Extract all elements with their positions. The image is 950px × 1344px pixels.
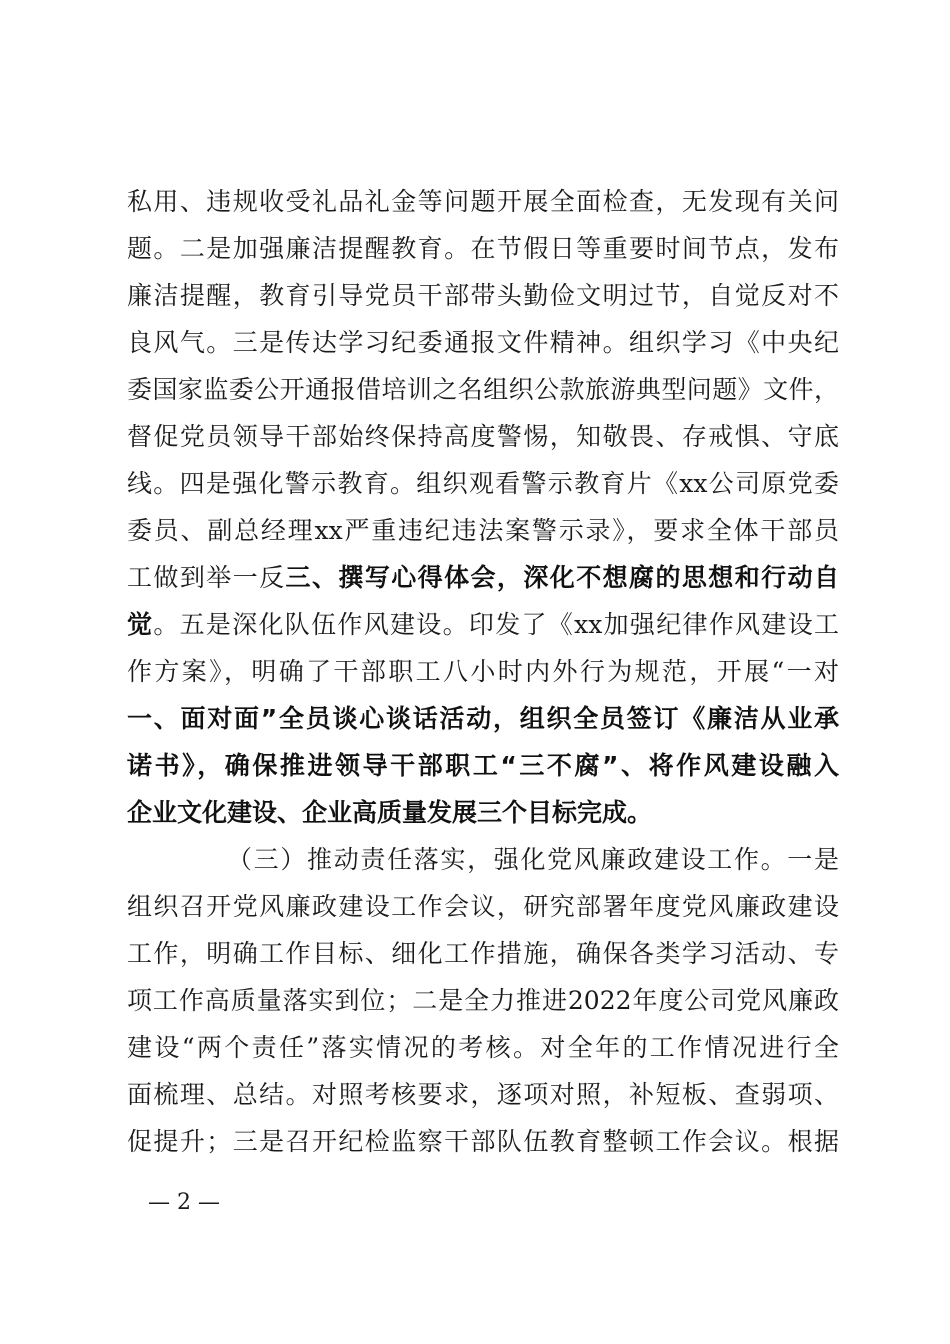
text-line [127,319,839,366]
text-segment: 线。四是强化警示教育。组织观看警示教育片《xx公司原党委 [127,469,839,498]
text-segment: 督促党员领导干部始终保持高度警惕，知敬畏、存戒惧、守底 [127,422,839,451]
text-line [127,554,839,601]
bold-text-segment: 一、面对面”全员谈心谈话活动，组织全员签订《廉洁从业承 [127,704,839,733]
text-segment: 项工作高质量落实到位；二是全力推进2022年度公司党风廉政 [127,986,839,1015]
text-segment: 委员、副总经理xx严重违纪违法案警示录》，要求全体干部员 [127,516,839,545]
text-line [127,648,839,695]
text-segment: 良风气。三是传达学习纪委通报文件精神。组织学习《中央纪 [127,328,839,357]
text-segment: 。五是深化队伍作风建设。印发了《xx加强纪律作风建设工 [153,610,839,639]
text-line [127,789,839,836]
text-line [127,460,839,507]
text-segment: 廉洁提醒，教育引导党员干部带头勤俭文明过节，自觉反对不 [127,281,839,310]
text-segment: 委国家监委公开通报借培训之名组织公款旅游典型问题》文件， [127,375,839,404]
text-line [127,225,839,272]
text-line [127,1071,839,1118]
text-segment: 工做到举一反 [127,563,286,592]
text-segment: 组织召开党风廉政建设工作会议，研究部署年度党风廉政建设 [127,892,839,921]
text-line [127,178,839,225]
text-line [127,883,839,930]
text-segment: 私用、违规收受礼品礼金等问题开展全面检查，无发现有关问 [127,187,839,216]
text-line [127,836,839,883]
text-line [127,413,839,460]
text-segment: 作方案》，明确了干部职工八小时内外行为规范，开展“一对 [127,657,839,686]
text-segment: 促提升；三是召开纪检监察干部队伍教育整顿工作会议。根据 [127,1127,839,1156]
text-line [127,1024,839,1071]
text-segment: （三）推动责任落实，强化党风廉政建设工作。一是 [227,845,839,874]
text-line [127,272,839,319]
text-line [127,695,839,742]
text-line [127,601,839,648]
text-line [127,742,839,789]
bold-text-segment: 三、撰写心得体会，深化不想腐的思想和行动自 [285,563,839,592]
page-number: — 2 — [148,1190,220,1215]
text-segment: 题。二是加强廉洁提醒教育。在节假日等重要时间节点，发布 [127,234,839,263]
body-text [127,178,839,1165]
text-line [127,977,839,1024]
text-segment: 面梳理、总结。对照考核要求，逐项对照，补短板、查弱项、 [127,1080,839,1109]
text-segment: 工作，明确工作目标、细化工作措施，确保各类学习活动、专 [127,939,839,968]
text-line [127,507,839,554]
text-line [127,1118,839,1165]
text-line [127,930,839,977]
bold-text-segment: 企业文化建设、企业高质量发展三个目标完成。 [127,798,653,827]
bold-text-segment: 觉 [127,610,154,639]
text-line [127,366,839,413]
bold-text-segment: 诺书》，确保推进领导干部职工“三不腐”、将作风建设融入 [127,751,839,780]
text-segment: 建设“两个责任”落实情况的考核。对全年的工作情况进行全 [127,1033,839,1062]
